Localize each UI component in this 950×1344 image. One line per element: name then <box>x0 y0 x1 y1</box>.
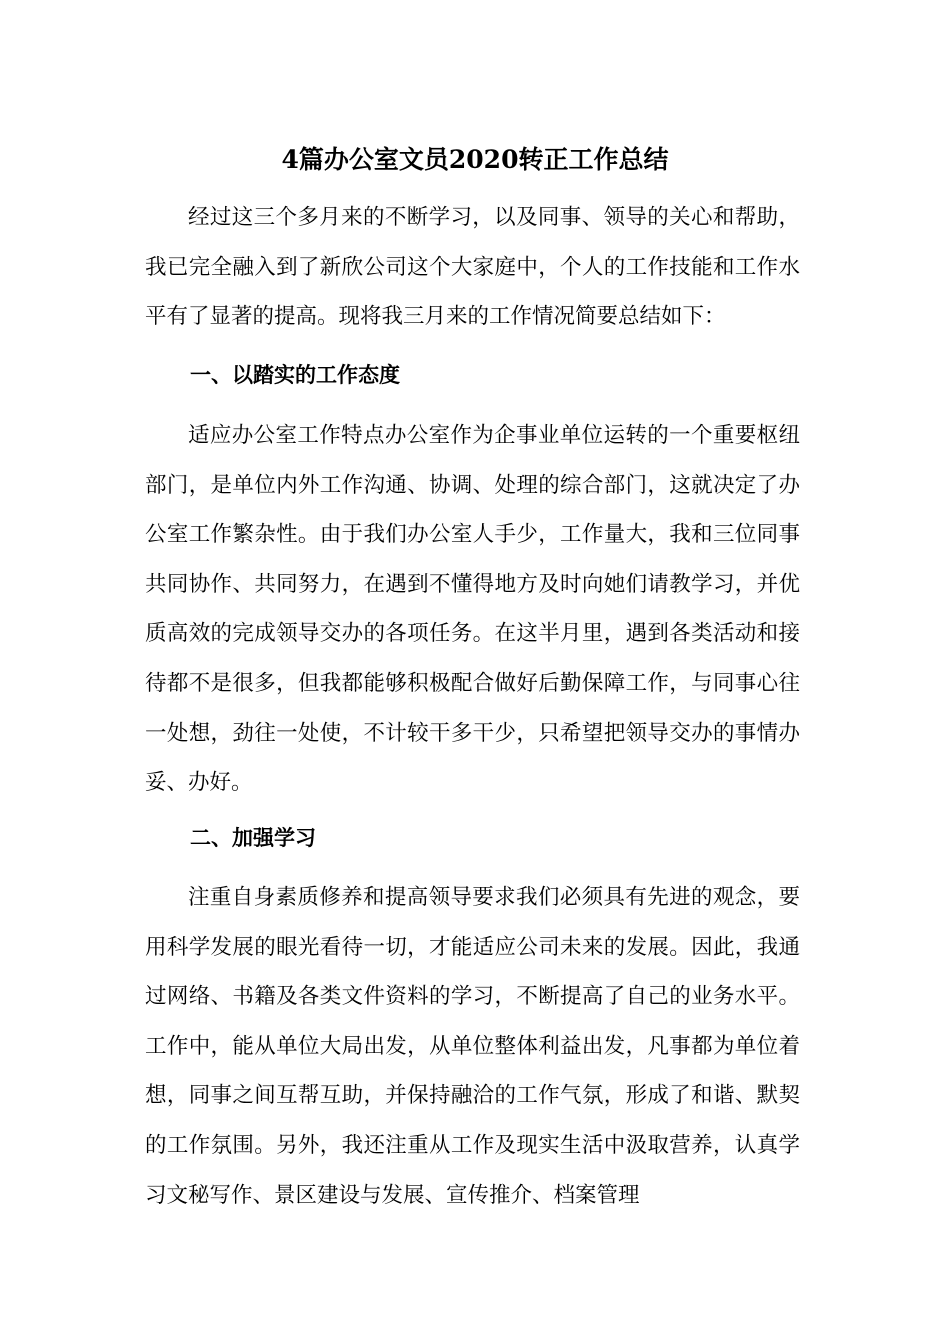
document-title: 4篇办公室文员2020转正工作总结 <box>281 145 669 174</box>
section-heading-2: 二、加强学习 <box>190 825 316 850</box>
section-body-1: 适应办公室工作特点办公室作为企事业单位运转的一个重要枢纽部门，是单位内外工作沟通、协调、处理的综合部门，这就决定了办公室工作繁杂性。由于我们办公室人手少，工作量大，我和三位同事共同协作、共同努力，在遇到不懂得地方及时向她们请教学习，并优质高效的完成领导交办的各项任务。在这半月里，遇到各类活动和接待都不是很多，但我都能够积极配合做好后勤保障工作，与同事心往一处想，劲往一处使，不计较干多干少，只希望把领导交办的事情办妥、办好。 <box>145 423 800 796</box>
section-heading-1: 一、以踏实的工作态度 <box>190 362 400 387</box>
section-body-2: 注重自身素质修养和提高领导要求我们必须具有先进的观念，要用科学发展的眼光看待一切，才能适应公司未来的发展。因此，我通过网络、书籍及各类文件资料的学习，不断提高了自己的业务水平。工作中，能从单位大局出发，从单位整体利益出发，凡事都为单位着想，同事之间互帮互助，并保持融洽的工作气氛，形成了和谐、默契的工作氛围。另外，我还注重从工作及现实生活中汲取营养，认真学习文秘写作、景区建设与发展、宣传推介、档案管理 <box>145 885 800 1208</box>
intro-paragraph: 经过这三个多月来的不断学习，以及同事、领导的关心和帮助，我已完全融入到了新欣公司这个大家庭中，个人的工作技能和工作水平有了显著的提高。现将我三月来的工作情况简要总结如下： <box>145 205 800 330</box>
